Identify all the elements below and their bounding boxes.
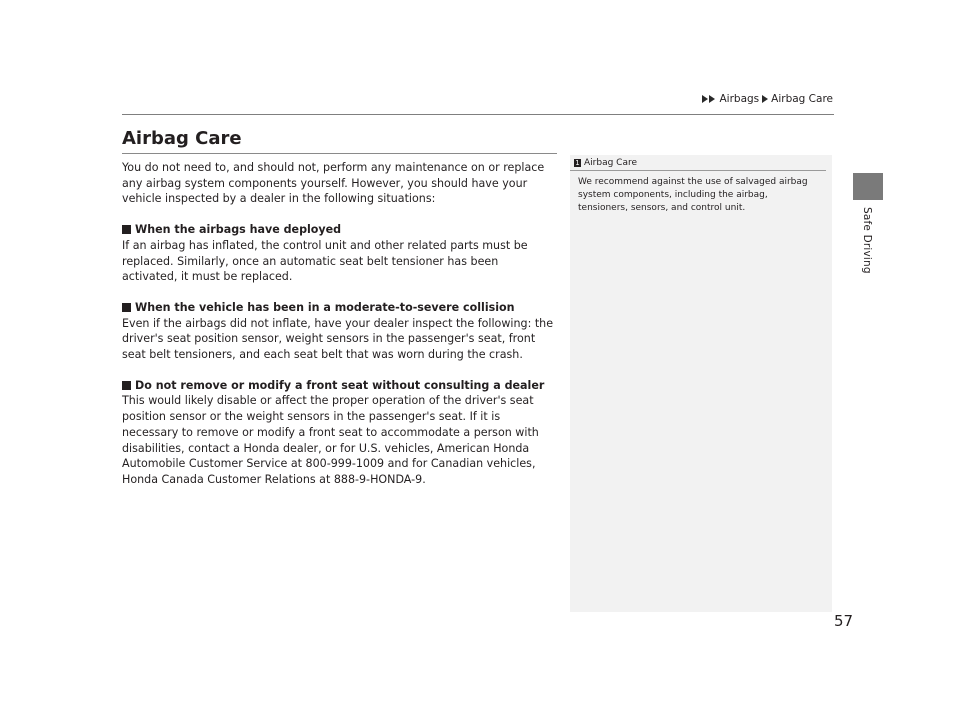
note-heading-text: Airbag Care xyxy=(584,158,637,168)
bullet-square-icon xyxy=(122,303,131,312)
side-note-panel xyxy=(570,155,832,612)
section-heading-deployed xyxy=(122,222,557,238)
note-reference-icon: 1 xyxy=(575,159,580,167)
note-heading xyxy=(570,155,826,171)
breadcrumb-item-airbag-care[interactable]: Airbag Care xyxy=(771,93,833,105)
section-tab-label: Safe Driving xyxy=(861,207,873,274)
section-heading-front-seat xyxy=(122,378,557,394)
double-arrow-icon xyxy=(702,95,715,103)
arrow-icon xyxy=(762,95,768,103)
section-heading-text: When the airbags have deployed xyxy=(135,223,342,237)
section-tab-marker xyxy=(853,173,883,200)
note-body: We recommend against the use of salvaged airbag system components, including the airbag, tensioners, sensors, and control unit. xyxy=(578,177,808,213)
intro-paragraph: You do not need to, and should not, perform any maintenance on or replace any airbag system components yourself. However, you should have your vehicle inspected by a dealer in the following situations: xyxy=(122,161,545,206)
page-title: Airbag Care xyxy=(122,128,557,154)
section-body-collision: Even if the airbags did not inflate, have your dealer inspect the following: the driver's seat position sensor, weight sensors in the passenger's seat, front seat belt tensioners, and each seat belt that was worn during the crash. xyxy=(122,316,554,362)
header-divider xyxy=(122,114,834,115)
page-number: 57 xyxy=(834,612,854,630)
bullet-square-icon xyxy=(122,225,131,234)
bullet-square-icon xyxy=(122,381,131,390)
section-body-front-seat: This would likely disable or affect the proper operation of the driver's seat position sensor or the weight sensors in the passenger's seat. If it is necessary to remove or modify a front seat to accommodate a person with disabilities, contact a Honda dealer, or for U.S. vehicles, American Honda Automobile Customer Service at 800-999-1009 and for Canadian vehicles, Honda Canada Customer Relations at 888-9-HONDA-9. xyxy=(122,394,539,486)
section-heading-collision xyxy=(122,300,557,316)
section-heading-text: When the vehicle has been in a moderate-to-severe collision xyxy=(135,300,515,314)
breadcrumb xyxy=(702,93,834,105)
breadcrumb-item-airbags[interactable]: Airbags xyxy=(719,93,760,105)
section-heading-text: Do not remove or modify a front seat without consulting a dealer xyxy=(135,378,545,392)
main-content xyxy=(122,128,557,488)
section-body-deployed: If an airbag has inflated, the control unit and other related parts must be replaced. Similarly, once an automatic seat belt tensioner has been activated, it must be replaced. xyxy=(122,238,528,284)
